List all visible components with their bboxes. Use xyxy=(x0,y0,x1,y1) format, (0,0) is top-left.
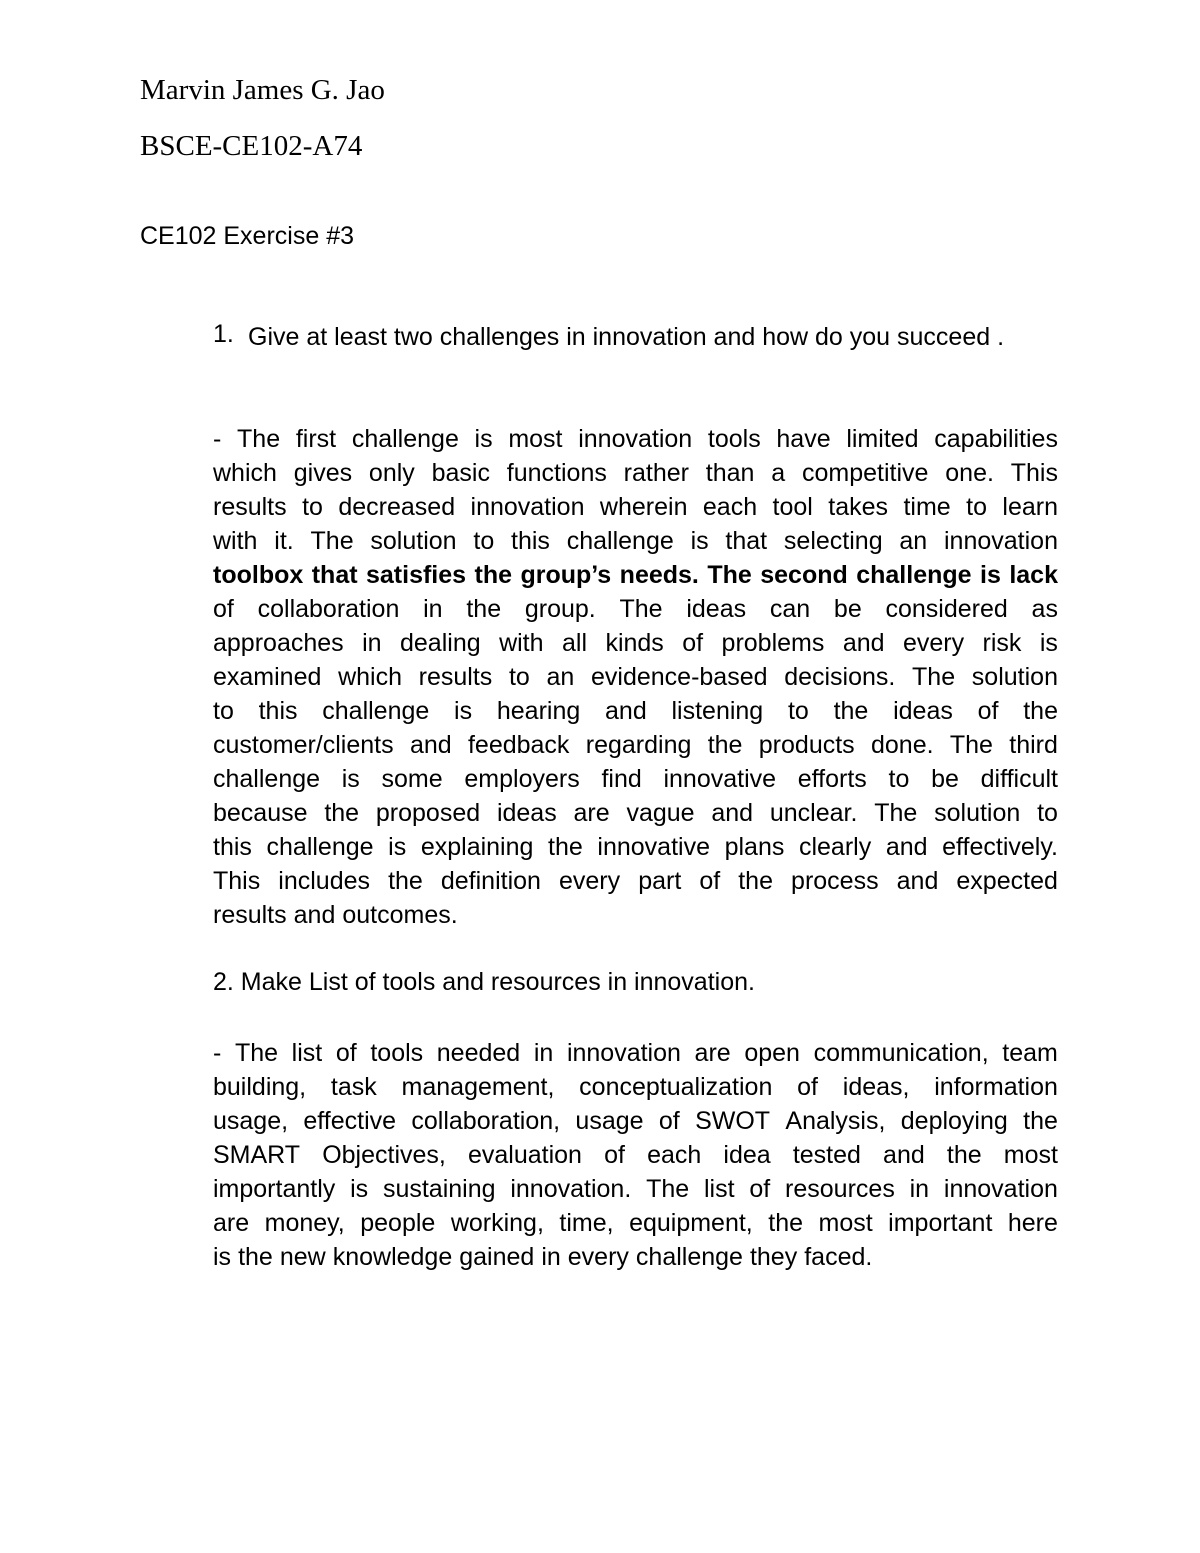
answer-1-line: approaches in dealing with all kinds of problems and every risk is xyxy=(213,629,1058,657)
answer-1-line: to this challenge is hearing and listening to the ideas of the xyxy=(213,697,1058,725)
question-1-text: Give at least two challenges in innovation and how do you succeed . xyxy=(248,323,1005,351)
answer-2-line: are money, people working, time, equipment, the most important here xyxy=(213,1209,1058,1237)
exercise-title: CE102 Exercise #3 xyxy=(140,222,355,250)
answer-1-line: - The first challenge is most innovation tools have limited capabilities xyxy=(213,425,1058,453)
answer-1-line: of collaboration in the group. The ideas can be considered as xyxy=(213,595,1058,623)
answer-2 xyxy=(213,1036,1058,1274)
author-name: Marvin James G. Jao xyxy=(140,74,385,106)
question-1-number: 1. xyxy=(213,320,234,348)
answer-1-line: because the proposed ideas are vague and unclear. The solution to xyxy=(213,799,1058,827)
answer-1-line: customer/clients and feedback regarding the products done. The third xyxy=(213,731,1058,759)
question-2-text: 2. Make List of tools and resources in innovation. xyxy=(213,968,755,996)
answer-2-line: SMART Objectives, evaluation of each idea tested and the most xyxy=(213,1141,1058,1169)
answer-1-line: toolbox that satisfies the group’s needs. The second challenge is lack xyxy=(213,561,1058,589)
answer-1-line: which gives only basic functions rather than a competitive one. This xyxy=(213,459,1058,487)
answer-2-line: is the new knowledge gained in every challenge they faced. xyxy=(213,1243,873,1271)
answer-2-line: - The list of tools needed in innovation are open communication, team xyxy=(213,1039,1058,1067)
answer-1-line: this challenge is explaining the innovative plans clearly and effectively. xyxy=(213,833,1058,861)
course-section: BSCE-CE102-A74 xyxy=(140,130,363,162)
answer-1 xyxy=(213,422,1058,932)
answer-2-line: building, task management, conceptualization of ideas, information xyxy=(213,1073,1058,1101)
answer-2-line: usage, effective collaboration, usage of SWOT Analysis, deploying the xyxy=(213,1107,1058,1135)
answer-1-line: with it. The solution to this challenge is that selecting an innovation xyxy=(213,527,1058,555)
answer-1-line: challenge is some employers find innovative efforts to be difficult xyxy=(213,765,1058,793)
answer-2-line: importantly is sustaining innovation. The list of resources in innovation xyxy=(213,1175,1058,1203)
answer-1-line: results and outcomes. xyxy=(213,901,458,929)
answer-1-line: This includes the definition every part of the process and expected xyxy=(213,867,1058,895)
answer-1-line: examined which results to an evidence-based decisions. The solution xyxy=(213,663,1058,691)
answer-1-line: results to decreased innovation wherein each tool takes time to learn xyxy=(213,493,1058,521)
